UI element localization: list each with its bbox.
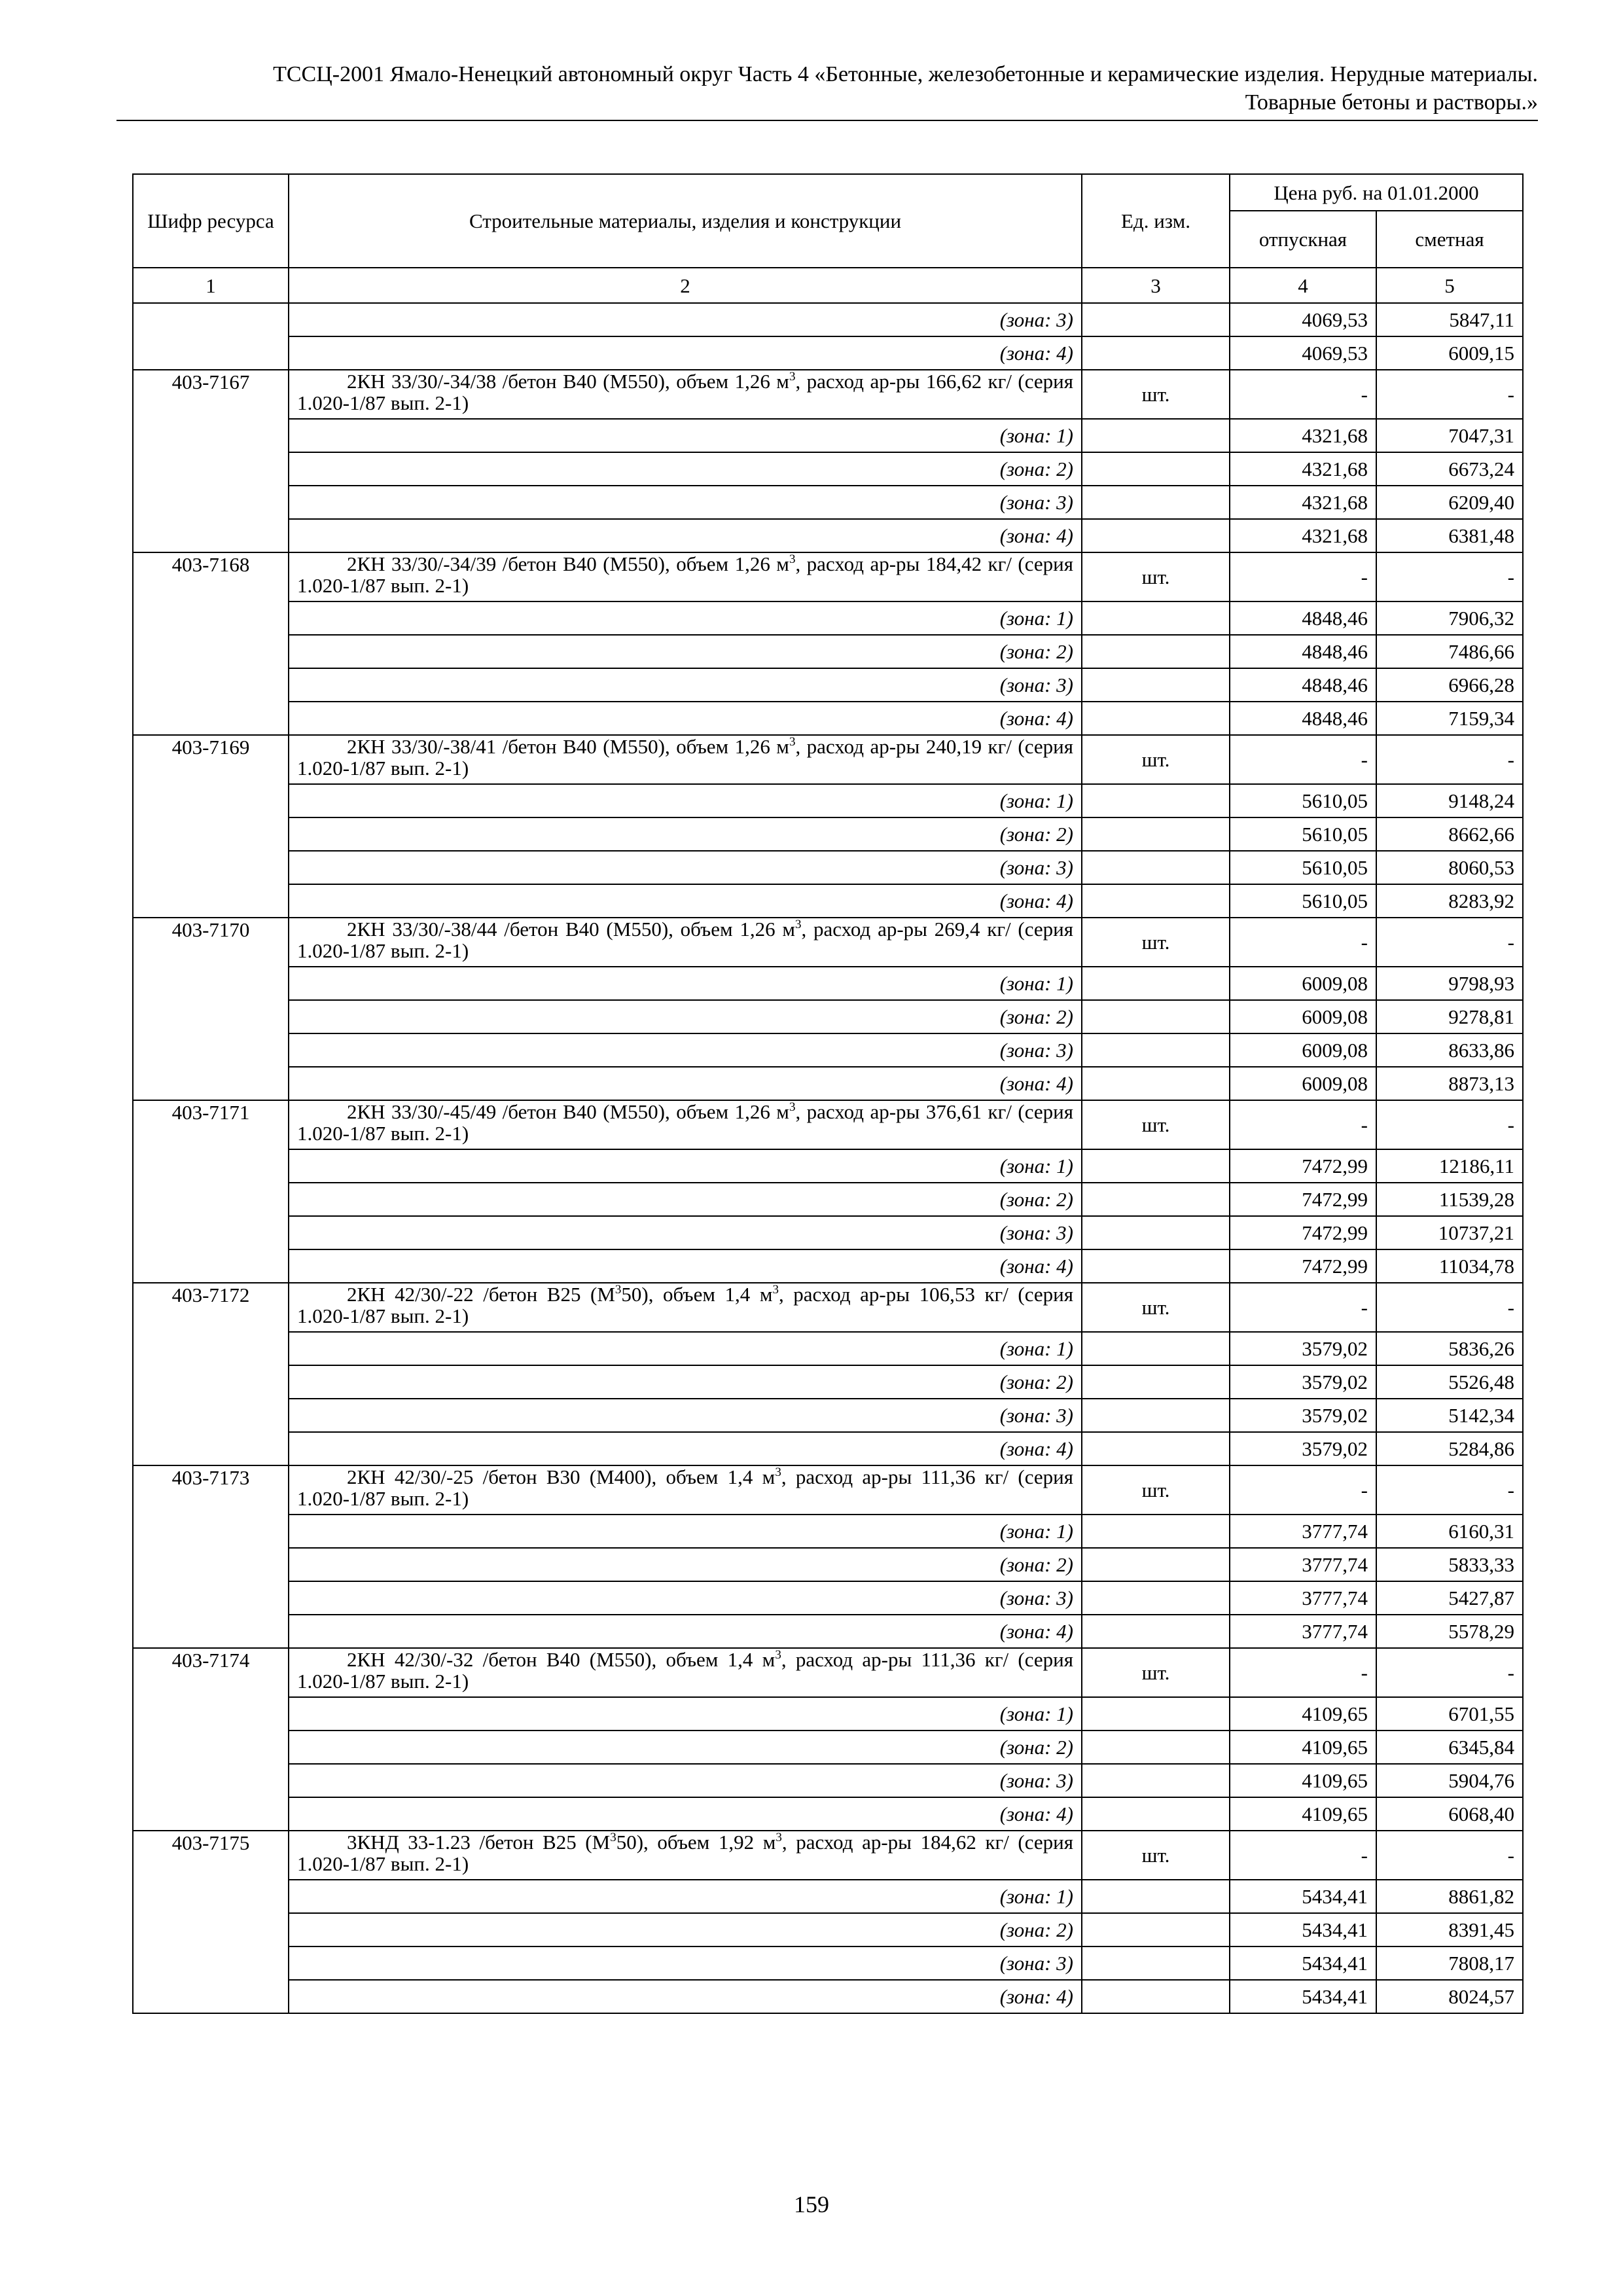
table-row xyxy=(133,1980,1523,2013)
unit-cell: шт. xyxy=(1082,1100,1230,1149)
release-price-cell: 4321,68 xyxy=(1230,519,1376,552)
material-description-cell xyxy=(289,1648,1082,1697)
superscript: 3 xyxy=(775,1648,781,1662)
description-text: , расход ар-ры 166,62 кг/ (серия 1.020-1/87 вып. 2-1) xyxy=(297,370,1073,414)
table-row xyxy=(133,1100,1523,1149)
resource-code-cell: 403-7167 xyxy=(133,370,289,552)
description-text: , расход ар-ры 376,61 кг/ (серия 1.020-1/87 вып. 2-1) xyxy=(297,1100,1073,1145)
unit-cell-empty xyxy=(1082,967,1230,1000)
estimate-price-cell: 6009,15 xyxy=(1376,336,1523,370)
zone-label: (зона: 1) xyxy=(289,1149,1082,1183)
estimate-price-cell: 9148,24 xyxy=(1376,784,1523,817)
description-text: , расход ар-ры 240,19 кг/ (серия 1.020-1/87 вып. 2-1) xyxy=(297,735,1073,780)
table-row xyxy=(133,635,1523,668)
description-text: 2КН 42/30/-25 /бетон В30 (М400), объем 1,4 м xyxy=(347,1465,776,1488)
table-row xyxy=(133,519,1523,552)
col-number: 3 xyxy=(1082,268,1230,303)
release-price-cell: - xyxy=(1230,552,1376,601)
release-price-cell: 5434,41 xyxy=(1230,1980,1376,2013)
unit-cell-empty xyxy=(1082,851,1230,884)
code-cell-empty xyxy=(133,303,289,336)
resource-code-cell: 403-7170 xyxy=(133,918,289,1100)
estimate-price-cell: 5526,48 xyxy=(1376,1365,1523,1399)
table-row xyxy=(133,552,1523,601)
zone-label: (зона: 3) xyxy=(289,1764,1082,1797)
zone-label: (зона: 4) xyxy=(289,519,1082,552)
col-header-release: отпускная xyxy=(1230,211,1376,268)
unit-cell-empty xyxy=(1082,1764,1230,1797)
superscript: 3 xyxy=(775,1465,781,1479)
release-price-cell: 5610,05 xyxy=(1230,784,1376,817)
estimate-price-cell: 8024,57 xyxy=(1376,1980,1523,2013)
table-row xyxy=(133,884,1523,918)
resource-code-cell: 403-7175 xyxy=(133,1831,289,2013)
unit-cell-empty xyxy=(1082,635,1230,668)
release-price-cell: 5434,41 xyxy=(1230,1880,1376,1913)
unit-cell-empty xyxy=(1082,1880,1230,1913)
description-text: 2КН 33/30/-38/44 /бетон В40 (М550), объем 1,26 м xyxy=(347,918,795,941)
col-number: 1 xyxy=(133,268,289,303)
release-price-cell: 4321,68 xyxy=(1230,486,1376,519)
zone-label: (зона: 4) xyxy=(289,1797,1082,1831)
superscript: 3 xyxy=(789,1100,796,1114)
release-price-cell: 3579,02 xyxy=(1230,1365,1376,1399)
estimate-price-cell: - xyxy=(1376,1831,1523,1880)
estimate-price-cell: 8283,92 xyxy=(1376,884,1523,918)
superscript: 3 xyxy=(615,1283,622,1297)
estimate-price-cell: 7159,34 xyxy=(1376,702,1523,735)
estimate-price-cell: 7906,32 xyxy=(1376,601,1523,635)
resource-code-cell: 403-7172 xyxy=(133,1283,289,1465)
estimate-price-cell: - xyxy=(1376,370,1523,419)
resource-code-cell: 403-7168 xyxy=(133,552,289,735)
description-text: 2КН 42/30/-32 /бетон В40 (М550), объем 1,4 м xyxy=(347,1648,776,1671)
release-price-cell: 4109,65 xyxy=(1230,1764,1376,1797)
zone-label: (зона: 3) xyxy=(289,668,1082,702)
unit-cell-empty xyxy=(1082,1000,1230,1033)
zone-label: (зона: 3) xyxy=(289,851,1082,884)
zone-label: (зона: 3) xyxy=(289,1216,1082,1249)
unit-cell-empty xyxy=(1082,1399,1230,1432)
unit-cell-empty xyxy=(1082,1615,1230,1648)
unit-cell-empty xyxy=(1082,817,1230,851)
zone-label: (зона: 1) xyxy=(289,784,1082,817)
release-price-cell: 4109,65 xyxy=(1230,1797,1376,1831)
release-price-cell: 5434,41 xyxy=(1230,1913,1376,1946)
unit-cell-empty xyxy=(1082,1432,1230,1465)
superscript: 3 xyxy=(789,552,796,566)
table-row xyxy=(133,370,1523,419)
col-header-estimate: сметная xyxy=(1376,211,1523,268)
code-cell-empty xyxy=(133,336,289,370)
estimate-price-cell: 6701,55 xyxy=(1376,1697,1523,1731)
superscript: 3 xyxy=(789,370,796,384)
estimate-price-cell: 6673,24 xyxy=(1376,452,1523,486)
zone-label: (зона: 4) xyxy=(289,1615,1082,1648)
unit-cell: шт. xyxy=(1082,1465,1230,1515)
unit-cell: шт. xyxy=(1082,735,1230,784)
estimate-price-cell: 12186,11 xyxy=(1376,1149,1523,1183)
release-price-cell: - xyxy=(1230,1648,1376,1697)
unit-cell: шт. xyxy=(1082,1648,1230,1697)
description-text: , расход ар-ры 111,36 кг/ (серия 1.020-1/87 вып. 2-1) xyxy=(297,1465,1073,1510)
release-price-cell: 4109,65 xyxy=(1230,1731,1376,1764)
description-text: , расход ар-ры 269,4 кг/ (серия 1.020-1/87 вып. 2-1) xyxy=(297,918,1073,962)
release-price-cell: - xyxy=(1230,370,1376,419)
estimate-price-cell: - xyxy=(1376,1283,1523,1332)
zone-label: (зона: 2) xyxy=(289,635,1082,668)
estimate-price-cell: 8861,82 xyxy=(1376,1880,1523,1913)
material-description-cell xyxy=(289,1283,1082,1332)
estimate-price-cell: 11034,78 xyxy=(1376,1249,1523,1283)
unit-cell-empty xyxy=(1082,1797,1230,1831)
page-number: 159 xyxy=(794,2191,829,2217)
release-price-cell: 6009,08 xyxy=(1230,967,1376,1000)
release-price-cell: 7472,99 xyxy=(1230,1149,1376,1183)
description-text: , расход ар-ры 111,36 кг/ (серия 1.020-1/87 вып. 2-1) xyxy=(297,1648,1073,1693)
zone-label: (зона: 2) xyxy=(289,1731,1082,1764)
zone-label: (зона: 4) xyxy=(289,336,1082,370)
table-row xyxy=(133,1731,1523,1764)
material-description-cell xyxy=(289,1465,1082,1515)
table-row xyxy=(133,1831,1523,1880)
estimate-price-cell: 10737,21 xyxy=(1376,1216,1523,1249)
zone-label: (зона: 4) xyxy=(289,702,1082,735)
zone-label: (зона: 2) xyxy=(289,1183,1082,1216)
table-row xyxy=(133,1913,1523,1946)
description-text: 50), объем 1,92 м xyxy=(616,1831,776,1854)
estimate-price-cell: 7047,31 xyxy=(1376,419,1523,452)
material-description-cell xyxy=(289,735,1082,784)
release-price-cell: - xyxy=(1230,735,1376,784)
col-number: 2 xyxy=(289,268,1082,303)
table-row xyxy=(133,1033,1523,1067)
table-row xyxy=(133,668,1523,702)
estimate-price-cell: 6966,28 xyxy=(1376,668,1523,702)
description-text: 3КНД 33-1.23 /бетон В25 (М xyxy=(347,1831,611,1854)
header-line-1: ТССЦ-2001 Ямало-Ненецкий автономный округ Часть 4 «Бетонные, железобетонные и керамические изделия. Нерудные материалы. xyxy=(273,62,1538,86)
release-price-cell: 3579,02 xyxy=(1230,1432,1376,1465)
table-row xyxy=(133,1149,1523,1183)
table-row xyxy=(133,336,1523,370)
unit-cell-empty xyxy=(1082,1581,1230,1615)
table-row xyxy=(133,601,1523,635)
unit-cell-empty xyxy=(1082,1067,1230,1100)
zone-label: (зона: 4) xyxy=(289,1067,1082,1100)
table-row xyxy=(133,1399,1523,1432)
unit-cell-empty xyxy=(1082,1033,1230,1067)
resource-code-cell: 403-7171 xyxy=(133,1100,289,1283)
description-text: 2КН 42/30/-22 /бетон В25 (М xyxy=(347,1283,615,1306)
table-row xyxy=(133,1432,1523,1465)
table-row xyxy=(133,918,1523,967)
table-row xyxy=(133,735,1523,784)
release-price-cell: 4069,53 xyxy=(1230,336,1376,370)
zone-label: (зона: 1) xyxy=(289,967,1082,1000)
description-text: 50), объем 1,4 м xyxy=(621,1283,773,1306)
table-row xyxy=(133,851,1523,884)
estimate-price-cell: - xyxy=(1376,1648,1523,1697)
zone-label: (зона: 1) xyxy=(289,1697,1082,1731)
zone-label: (зона: 1) xyxy=(289,601,1082,635)
table-row xyxy=(133,784,1523,817)
release-price-cell: 5610,05 xyxy=(1230,884,1376,918)
table-row xyxy=(133,1615,1523,1648)
zone-label: (зона: 4) xyxy=(289,1249,1082,1283)
release-price-cell: 6009,08 xyxy=(1230,1067,1376,1100)
table-body xyxy=(133,303,1523,2013)
unit-cell-empty xyxy=(1082,668,1230,702)
table-row xyxy=(133,486,1523,519)
unit-cell-empty xyxy=(1082,884,1230,918)
table-row xyxy=(133,1697,1523,1731)
table-row xyxy=(133,1648,1523,1697)
estimate-price-cell: - xyxy=(1376,735,1523,784)
release-price-cell: 6009,08 xyxy=(1230,1033,1376,1067)
unit-cell-empty xyxy=(1082,1183,1230,1216)
table-row xyxy=(133,817,1523,851)
release-price-cell: 3777,74 xyxy=(1230,1548,1376,1581)
release-price-cell: 3579,02 xyxy=(1230,1332,1376,1365)
release-price-cell: 5610,05 xyxy=(1230,817,1376,851)
release-price-cell: 6009,08 xyxy=(1230,1000,1376,1033)
release-price-cell: - xyxy=(1230,1283,1376,1332)
unit-cell: шт. xyxy=(1082,918,1230,967)
unit-cell-empty xyxy=(1082,1149,1230,1183)
col-header-price-group: Цена руб. на 01.01.2000 xyxy=(1230,174,1523,211)
release-price-cell: - xyxy=(1230,1465,1376,1515)
table-row xyxy=(133,1581,1523,1615)
material-description-cell xyxy=(289,1100,1082,1149)
release-price-cell: - xyxy=(1230,918,1376,967)
estimate-price-cell: 9798,93 xyxy=(1376,967,1523,1000)
table-row xyxy=(133,1216,1523,1249)
unit-cell-empty xyxy=(1082,1913,1230,1946)
unit-cell-empty xyxy=(1082,303,1230,336)
unit-cell: шт. xyxy=(1082,1831,1230,1880)
estimate-price-cell: 5833,33 xyxy=(1376,1548,1523,1581)
release-price-cell: 4848,46 xyxy=(1230,702,1376,735)
release-price-cell: 3579,02 xyxy=(1230,1399,1376,1432)
table-row xyxy=(133,1000,1523,1033)
zone-label: (зона: 1) xyxy=(289,1332,1082,1365)
estimate-price-cell: 6068,40 xyxy=(1376,1797,1523,1831)
table-row xyxy=(133,702,1523,735)
table-row xyxy=(133,1515,1523,1548)
unit-cell: шт. xyxy=(1082,552,1230,601)
release-price-cell: 4069,53 xyxy=(1230,303,1376,336)
table-row xyxy=(133,1332,1523,1365)
table-row xyxy=(133,1183,1523,1216)
zone-label: (зона: 4) xyxy=(289,1432,1082,1465)
description-text: 2КН 33/30/-34/38 /бетон В40 (М550), объем 1,26 м xyxy=(347,370,789,393)
superscript: 3 xyxy=(776,1831,782,1844)
unit-cell-empty xyxy=(1082,702,1230,735)
release-price-cell: 4109,65 xyxy=(1230,1697,1376,1731)
material-description-cell xyxy=(289,552,1082,601)
description-text: 2КН 33/30/-34/39 /бетон В40 (М550), объем 1,26 м xyxy=(347,552,789,575)
superscript: 3 xyxy=(610,1831,616,1844)
description-text: , расход ар-ры 106,53 кг/ (серия 1.020-1/87 вып. 2-1) xyxy=(297,1283,1073,1327)
release-price-cell: - xyxy=(1230,1831,1376,1880)
unit-cell-empty xyxy=(1082,1515,1230,1548)
price-table xyxy=(132,173,1524,2014)
estimate-price-cell: 6209,40 xyxy=(1376,486,1523,519)
col-header-code: Шифр ресурса xyxy=(133,174,289,268)
estimate-price-cell: 8060,53 xyxy=(1376,851,1523,884)
unit-cell-empty xyxy=(1082,336,1230,370)
unit-cell-empty xyxy=(1082,486,1230,519)
col-header-unit: Ед. изм. xyxy=(1082,174,1230,268)
zone-label: (зона: 2) xyxy=(289,817,1082,851)
estimate-price-cell: 5427,87 xyxy=(1376,1581,1523,1615)
zone-label: (зона: 2) xyxy=(289,452,1082,486)
zone-label: (зона: 3) xyxy=(289,1033,1082,1067)
unit-cell-empty xyxy=(1082,1731,1230,1764)
table-row xyxy=(133,1764,1523,1797)
estimate-price-cell: 11539,28 xyxy=(1376,1183,1523,1216)
unit-cell-empty xyxy=(1082,419,1230,452)
material-description-cell xyxy=(289,370,1082,419)
estimate-price-cell: 8873,13 xyxy=(1376,1067,1523,1100)
release-price-cell: 4848,46 xyxy=(1230,668,1376,702)
zone-label: (зона: 4) xyxy=(289,1980,1082,2013)
release-price-cell: 5610,05 xyxy=(1230,851,1376,884)
material-description-cell xyxy=(289,1831,1082,1880)
col-header-name: Строительные материалы, изделия и конструкции xyxy=(289,174,1082,268)
estimate-price-cell: 5904,76 xyxy=(1376,1764,1523,1797)
estimate-price-cell: 6381,48 xyxy=(1376,519,1523,552)
zone-label: (зона: 2) xyxy=(289,1000,1082,1033)
resource-code-cell: 403-7169 xyxy=(133,735,289,918)
zone-label: (зона: 1) xyxy=(289,419,1082,452)
table-row xyxy=(133,1465,1523,1515)
release-price-cell: 7472,99 xyxy=(1230,1249,1376,1283)
table-row xyxy=(133,1797,1523,1831)
estimate-price-cell: - xyxy=(1376,1465,1523,1515)
table-row xyxy=(133,419,1523,452)
description-text: , расход ар-ры 184,62 кг/ (серия 1.020-1/87 вып. 2-1) xyxy=(297,1831,1073,1875)
zone-label: (зона: 2) xyxy=(289,1548,1082,1581)
unit-cell-empty xyxy=(1082,1216,1230,1249)
release-price-cell: 5434,41 xyxy=(1230,1946,1376,1980)
estimate-price-cell: 7486,66 xyxy=(1376,635,1523,668)
resource-code-cell: 403-7174 xyxy=(133,1648,289,1831)
zone-label: (зона: 3) xyxy=(289,1399,1082,1432)
unit-cell: шт. xyxy=(1082,370,1230,419)
superscript: 3 xyxy=(772,1283,779,1297)
estimate-price-cell: 7808,17 xyxy=(1376,1946,1523,1980)
zone-label: (зона: 3) xyxy=(289,486,1082,519)
release-price-cell: 4321,68 xyxy=(1230,419,1376,452)
release-price-cell: 3777,74 xyxy=(1230,1515,1376,1548)
col-number: 4 xyxy=(1230,268,1376,303)
unit-cell-empty xyxy=(1082,519,1230,552)
zone-label: (зона: 3) xyxy=(289,1581,1082,1615)
release-price-cell: 4848,46 xyxy=(1230,635,1376,668)
unit-cell-empty xyxy=(1082,1697,1230,1731)
unit-cell-empty xyxy=(1082,1548,1230,1581)
estimate-price-cell: 5836,26 xyxy=(1376,1332,1523,1365)
table-row xyxy=(133,303,1523,336)
estimate-price-cell: 5142,34 xyxy=(1376,1399,1523,1432)
estimate-price-cell: 6345,84 xyxy=(1376,1731,1523,1764)
header-rule xyxy=(116,120,1538,121)
estimate-price-cell: 8662,66 xyxy=(1376,817,1523,851)
unit-cell-empty xyxy=(1082,784,1230,817)
unit-cell-empty xyxy=(1082,1365,1230,1399)
page-header xyxy=(116,60,1538,117)
estimate-price-cell: 5578,29 xyxy=(1376,1615,1523,1648)
zone-label: (зона: 1) xyxy=(289,1515,1082,1548)
estimate-price-cell: 6160,31 xyxy=(1376,1515,1523,1548)
release-price-cell: 7472,99 xyxy=(1230,1216,1376,1249)
description-text: 2КН 33/30/-45/49 /бетон В40 (М550), объем 1,26 м xyxy=(347,1100,789,1123)
release-price-cell: 7472,99 xyxy=(1230,1183,1376,1216)
col-number: 5 xyxy=(1376,268,1523,303)
table-row xyxy=(133,452,1523,486)
release-price-cell: 3777,74 xyxy=(1230,1581,1376,1615)
table-row xyxy=(133,1880,1523,1913)
zone-label: (зона: 1) xyxy=(289,1880,1082,1913)
table-row xyxy=(133,1365,1523,1399)
table-row xyxy=(133,1283,1523,1332)
header-line-2: Товарные бетоны и растворы.» xyxy=(1245,90,1538,115)
superscript: 3 xyxy=(789,735,796,749)
unit-cell: шт. xyxy=(1082,1283,1230,1332)
description-text: 2КН 33/30/-38/41 /бетон В40 (М550), объем 1,26 м xyxy=(347,735,789,758)
unit-cell-empty xyxy=(1082,1980,1230,2013)
table-row xyxy=(133,1946,1523,1980)
material-description-cell xyxy=(289,918,1082,967)
table-row xyxy=(133,1249,1523,1283)
estimate-price-cell: 9278,81 xyxy=(1376,1000,1523,1033)
table-row xyxy=(133,1548,1523,1581)
unit-cell-empty xyxy=(1082,1332,1230,1365)
zone-label: (зона: 3) xyxy=(289,303,1082,336)
unit-cell-empty xyxy=(1082,1946,1230,1980)
unit-cell-empty xyxy=(1082,1249,1230,1283)
estimate-price-cell: - xyxy=(1376,918,1523,967)
description-text: , расход ар-ры 184,42 кг/ (серия 1.020-1/87 вып. 2-1) xyxy=(297,552,1073,597)
release-price-cell: 4321,68 xyxy=(1230,452,1376,486)
resource-code-cell: 403-7173 xyxy=(133,1465,289,1648)
estimate-price-cell: 5284,86 xyxy=(1376,1432,1523,1465)
estimate-price-cell: 5847,11 xyxy=(1376,303,1523,336)
superscript: 3 xyxy=(794,918,802,931)
release-price-cell: 3777,74 xyxy=(1230,1615,1376,1648)
estimate-price-cell: 8633,86 xyxy=(1376,1033,1523,1067)
zone-label: (зона: 4) xyxy=(289,884,1082,918)
zone-label: (зона: 2) xyxy=(289,1365,1082,1399)
zone-label: (зона: 2) xyxy=(289,1913,1082,1946)
release-price-cell: 4848,46 xyxy=(1230,601,1376,635)
table-row xyxy=(133,1067,1523,1100)
unit-cell-empty xyxy=(1082,452,1230,486)
zone-label: (зона: 3) xyxy=(289,1946,1082,1980)
release-price-cell: - xyxy=(1230,1100,1376,1149)
estimate-price-cell: - xyxy=(1376,552,1523,601)
table-row xyxy=(133,967,1523,1000)
estimate-price-cell: 8391,45 xyxy=(1376,1913,1523,1946)
unit-cell-empty xyxy=(1082,601,1230,635)
estimate-price-cell: - xyxy=(1376,1100,1523,1149)
